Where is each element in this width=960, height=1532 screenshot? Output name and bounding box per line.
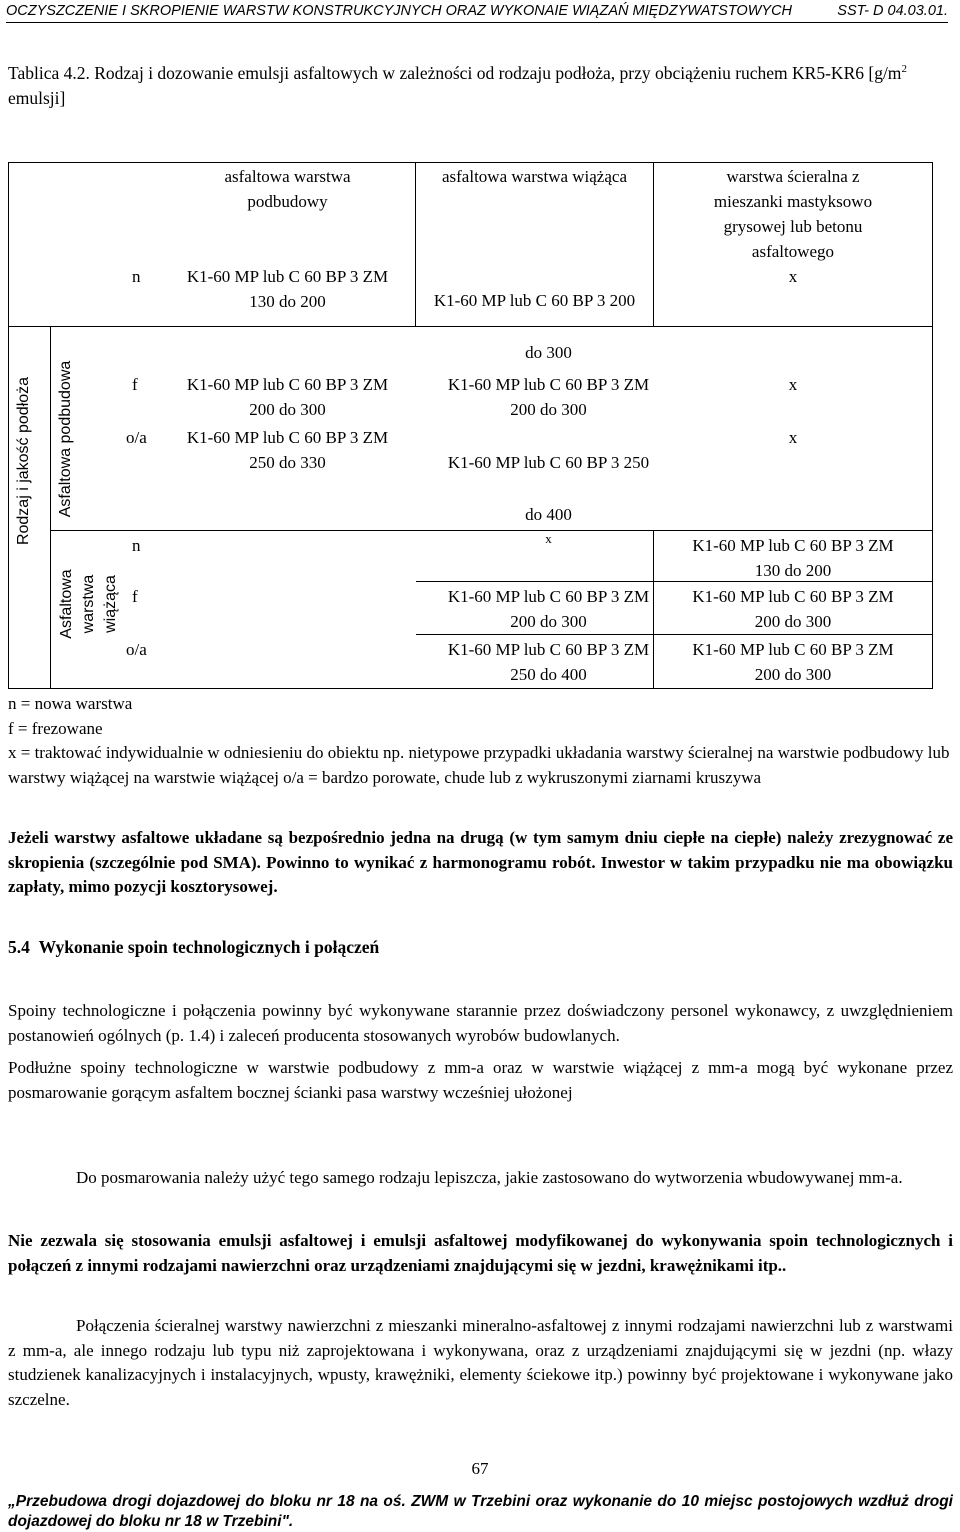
header-left: OCZYSZCZENIE I SKROPIENIE WARSTW KONSTRUKCYJNYCH ORAZ WYKONAIE WIĄZAŃ MIĘDZYWATSTOWYCH — [6, 3, 793, 19]
paragraph-5: Połączenia ścieralnej warstwy nawierzchni z mieszanki mineralno-asfaltowej z innymi rodzajami nawierzchni lub z warstwami z mm-a, ale innego rodzaju lub typu niż zaprojektowana i wykonywana, oraz z urządzeniami znajdującymi się w jezdni (np. włazy studzienek kanalizacyjnych i instalacyjnych, wpusty, krawężniki, elementy ściekowe itp.) powinny być projektowane i wykonywane jako szczelne. — [8, 1316, 953, 1409]
g2-row-code-n: n — [132, 536, 141, 555]
col-header-scieralna: warstwa ścieralna z mieszanki mastyksowo grysowej lub betonu asfaltowego — [713, 167, 873, 261]
g2-row-code-f: f — [132, 587, 138, 606]
sub-group-wiazaca: Asfaltowa warstwa wiążąca — [58, 569, 119, 639]
table-caption: Tablica 4.2. Rodzaj i dozowanie emulsji asfaltowych w zależności od rodzaju podłoża, przy obciążeniu ruchem KR5-KR6 [$g/m^2$ emulsji] — [8, 62, 907, 108]
bold-note: Jeżeli warstwy asfaltowe układane są bezpośrednio jedna na drugą (w tym samym dniu ciepłe na ciepłe) należy zrezygnować ze skropienia (szczególnie pod SMA). Powinno to wynikać z harmonogramu robót. Inwestor w takim przypadku nie ma obowiązku zapłaty, mimo pozycji kosztorysowej. — [8, 828, 953, 896]
cell-header-wiazaca: K1-60 MP lub C 60 BP 3 200 — [433, 291, 636, 310]
cell-f-podbudowa: K1-60 MP lub C 60 BP 3 ZM 200 do 300 — [186, 375, 389, 419]
cell-header-podbudowa: K1-60 MP lub C 60 BP 3 ZM 130 do 200 — [186, 267, 389, 311]
row-code-oa: o/a — [126, 428, 147, 447]
header-right: SST- D 04.03.01. — [837, 3, 948, 19]
g2-cell-f-scieralna: K1-60 MP lub C 60 BP 3 ZM 200 do 300 — [692, 587, 894, 631]
legend-f: f = frezowane — [8, 718, 103, 738]
cell-oa-podbudowa: K1-60 MP lub C 60 BP 3 ZM 250 do 330 — [186, 428, 389, 472]
paragraph-4: Nie zezwala się stosowania emulsji asfaltowej i emulsji asfaltowej modyfikowanej do wykonywania spoin technologicznych i połączeń z innymi rodzajami nawierzchni oraz urządzeniami znajdującymi się w jezdni, krawężnikami itp.. — [8, 1231, 953, 1275]
paragraph-3: Do posmarowania należy użyć tego samego rodzaju lepiszcza, jakie zastosowano do wytworzenia wbudowywanej mm-a. — [76, 1168, 903, 1187]
col-header-podbudowa: asfaltowa warstwa podbudowy — [224, 167, 351, 211]
row-group-label: Rodzaj i jakość podłoża — [15, 376, 32, 546]
sub-group-podbudowa: Asfaltowa podbudowa — [57, 360, 74, 518]
table-legend — [8, 692, 953, 790]
page-number: 67 — [471, 1459, 489, 1478]
cell-oa-wiazaca: K1-60 MP lub C 60 BP 3 250 — [447, 453, 650, 472]
section-heading: 5.4 Wykonanie spoin technologicznych i połączeń — [8, 937, 380, 957]
row-code-n-header: n — [132, 267, 141, 286]
footer: „Przebudowa drogi dojazdowej do bloku nr 18 na oś. ZWM w Trzebini oraz wykonanie do 10 miejsc postojowych wzdłuż drogi dojazdowej do bloku nr 18 w Trzebini". — [8, 1493, 953, 1530]
paragraph-2: Podłużne spoiny technologiczne w warstwie podbudowy z mm-a oraz w warstwie wiążącej z mm-a mogą być wykonane przez posmarowanie gorącym asfaltem bocznej ścianki pasa warstwy wcześniej ułożonej — [8, 1058, 953, 1102]
group1-wiazaca-bottom: do 400 — [525, 505, 572, 524]
cell-oa-scieralna: x — [788, 428, 798, 447]
col-header-wiazaca: asfaltowa warstwa wiążąca — [441, 167, 627, 186]
g2-cell-n-wiazaca: x — [545, 531, 552, 546]
cell-header-scieralna: x — [788, 267, 798, 286]
g2-cell-n-scieralna: K1-60 MP lub C 60 BP 3 ZM 130 do 200 — [692, 536, 894, 580]
paragraph-1: Spoiny technologiczne i połączenia powinny być wykonywane starannie przez doświadczony personel wykonawcy, z uwzględnieniem postanowień ogólnych (p. 1.4) i zaleceń producenta stosowanych wyrobów budowlanych. — [8, 1001, 953, 1045]
g2-cell-f-wiazaca: K1-60 MP lub C 60 BP 3 ZM 200 do 300 — [447, 587, 650, 631]
cell-f-scieralna: x — [788, 375, 798, 394]
g2-cell-oa-wiazaca: K1-60 MP lub C 60 BP 3 ZM 250 do 400 — [447, 640, 650, 684]
dosage-table — [0, 0, 960, 700]
legend-n: n = nowa warstwa — [8, 694, 133, 713]
cell-f-wiazaca: K1-60 MP lub C 60 BP 3 ZM 200 do 300 — [447, 375, 650, 419]
g2-cell-oa-scieralna: K1-60 MP lub C 60 BP 3 ZM 200 do 300 — [692, 640, 894, 684]
group1-wiazaca-top: do 300 — [525, 343, 572, 362]
legend-x: x = traktować indywidualnie w odniesieniu do obiektu np. nietypowe przypadki układania warstwy ścieralnej na warstwie podbudowy lub warstwy wiążącej na warstwie wiążącej o/a = bardzo porowate, chude lub z wykruszonymi ziarnami kruszywa — [8, 743, 950, 787]
g2-row-code-oa: o/a — [126, 640, 147, 659]
row-code-f: f — [132, 375, 138, 394]
